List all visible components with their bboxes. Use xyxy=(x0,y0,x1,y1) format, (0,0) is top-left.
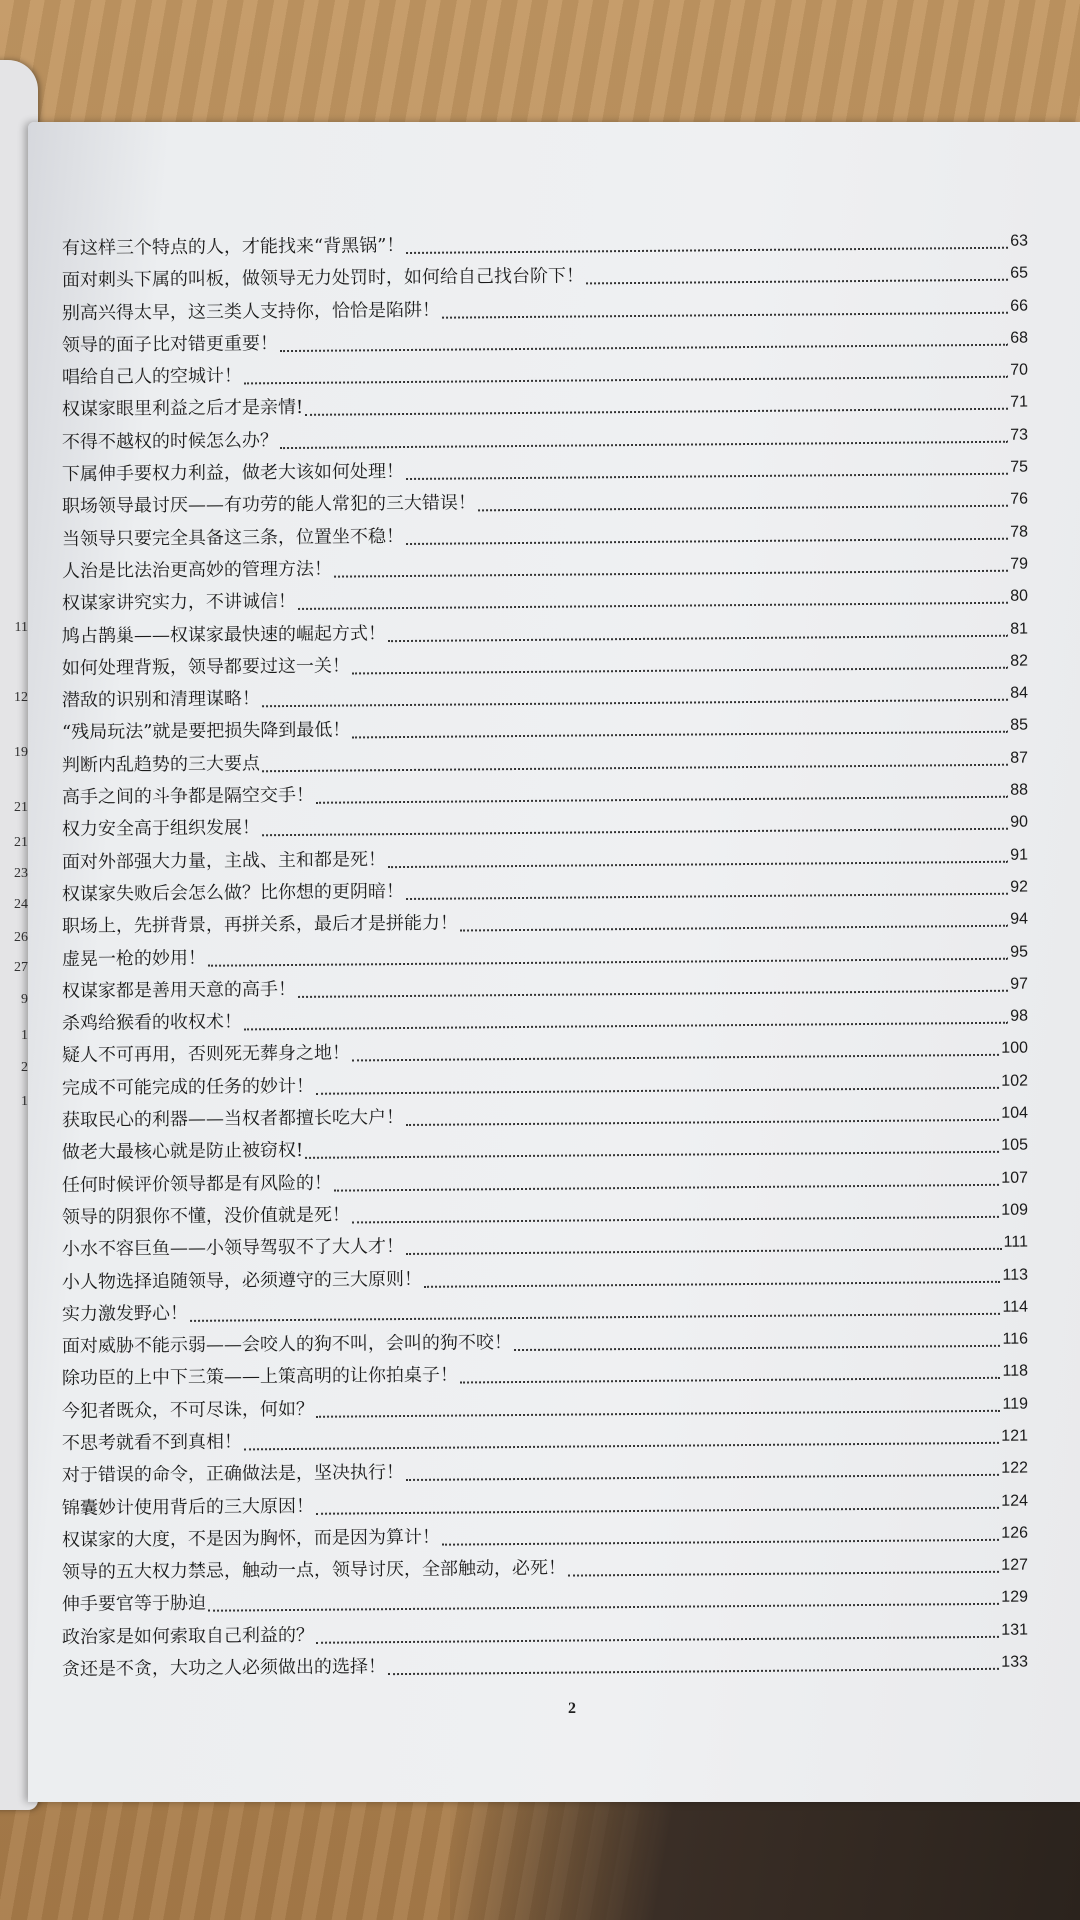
toc-entry-page: 81 xyxy=(1010,620,1029,638)
previous-page-number: 12 xyxy=(14,690,28,705)
toc-leader-dots xyxy=(305,1147,999,1159)
toc-entry-page: 91 xyxy=(1010,846,1029,864)
toc-leader-dots xyxy=(406,1115,999,1126)
toc-entry-title: “残局玩法”就是要把损失降到最低！ xyxy=(61,719,351,744)
previous-page-number: 26 xyxy=(14,930,28,945)
toc-entry-title: 获取民心的利器——当权者都擅长吃大户！ xyxy=(61,1107,405,1132)
toc-leader-dots xyxy=(388,857,1008,868)
toc-entry-page: 78 xyxy=(1010,523,1029,541)
toc-leader-dots xyxy=(406,534,1008,545)
toc-entry-title: 下属伸手要权力利益，做老大该如何处理！ xyxy=(61,461,405,486)
toc-entry-title: 面对外部强大力量，主战、主和都是死！ xyxy=(61,848,387,873)
toc-entry-page: 129 xyxy=(1001,1589,1029,1607)
toc-entry-title: 领导的五大权力禁忌，触动一点，领导讨厌，全部触动，必死！ xyxy=(61,1557,567,1584)
toc-entry-title: 人治是比法治更高妙的管理方法！ xyxy=(61,558,333,582)
toc-entry-page: 100 xyxy=(1001,1039,1029,1058)
previous-page-number: 9 xyxy=(21,992,28,1007)
toc-entry-page: 97 xyxy=(1010,975,1029,993)
previous-page-number: 11 xyxy=(14,620,28,635)
toc-entry-page: 119 xyxy=(1002,1395,1029,1413)
toc-leader-dots xyxy=(316,1083,999,1095)
toc-leader-dots xyxy=(406,469,1008,480)
toc-entry-title: 当领导只要完全具备这三条，位置坐不稳！ xyxy=(61,525,405,550)
toc-leader-dots xyxy=(305,405,1008,417)
toc-entry xyxy=(62,1647,1028,1688)
toc-entry-page: 87 xyxy=(1010,749,1029,767)
toc-entry-page: 107 xyxy=(1001,1169,1029,1187)
toc-entry-page: 111 xyxy=(1003,1233,1029,1251)
toc-leader-dots xyxy=(208,1600,999,1613)
previous-page-number: 1 xyxy=(21,1028,28,1043)
toc-entry-page: 127 xyxy=(1001,1556,1029,1574)
toc-entry-title: 唱给自己人的空城计！ xyxy=(61,365,243,389)
toc-leader-dots xyxy=(406,1244,1002,1255)
toc-leader-dots xyxy=(280,340,1008,352)
toc-entry-page: 122 xyxy=(1001,1459,1029,1478)
toc-entry-page: 131 xyxy=(1001,1621,1029,1639)
toc-entry-page: 76 xyxy=(1010,490,1029,509)
toc-entry-page: 95 xyxy=(1010,943,1029,961)
toc-leader-dots xyxy=(478,501,1008,512)
toc-entry-title: 权谋家讲究实力，不讲诚信！ xyxy=(61,591,297,615)
toc-leader-dots xyxy=(352,663,1008,675)
toc-entry-title: 杀鸡给猴看的收权术！ xyxy=(61,1011,243,1035)
toc-entry-title: 贪还是不贪，大功之人必须做出的选择！ xyxy=(61,1656,387,1681)
toc-leader-dots xyxy=(568,1567,999,1577)
toc-entry-title: 面对威胁不能示弱——会咬人的狗不叫，会叫的狗不咬！ xyxy=(61,1332,513,1358)
previous-page-number: 19 xyxy=(14,745,28,760)
toc-entry-title: 今犯者既众，不可尽诛，何如？ xyxy=(61,1398,315,1422)
toc-leader-dots xyxy=(190,1309,1001,1322)
toc-leader-dots xyxy=(352,1051,999,1063)
toc-entry-page: 116 xyxy=(1002,1330,1029,1348)
toc-leader-dots xyxy=(442,1535,999,1546)
toc-entry-title: 判断内乱趋势的三大要点 xyxy=(61,753,261,776)
toc-entry-page: 126 xyxy=(1001,1524,1029,1542)
toc-leader-dots xyxy=(388,1664,999,1675)
toc-leader-dots xyxy=(262,695,1008,708)
toc-leader-dots xyxy=(262,824,1008,837)
toc-entry-title: 权谋家都是善用天意的高手！ xyxy=(61,978,297,1002)
toc-entry-title: 潜敌的识别和清理谋略！ xyxy=(61,688,261,712)
toc-entry-page: 70 xyxy=(1010,361,1029,379)
toc-entry-title: 小人物选择追随领导，必须遵守的三大原则！ xyxy=(61,1268,423,1293)
toc-entry-page: 85 xyxy=(1010,717,1029,735)
toc-entry-page: 65 xyxy=(1010,264,1029,283)
toc-entry-title: 权力安全高于组织发展！ xyxy=(61,817,261,841)
toc-entry-title: 除功臣的上中下三策——上策高明的让你拍桌子！ xyxy=(61,1364,459,1390)
toc-leader-dots xyxy=(424,1277,1001,1288)
toc-leader-dots xyxy=(406,1470,999,1481)
toc-entry-page: 82 xyxy=(1010,652,1029,670)
toc-entry-title: 不思考就看不到真相！ xyxy=(61,1431,243,1454)
toc-entry-page: 109 xyxy=(1001,1201,1029,1219)
toc-entry-page: 90 xyxy=(1010,813,1029,832)
toc-entry-title: 伸手要官等于胁迫 xyxy=(61,1593,207,1616)
toc-entry-title: 完成不可能完成的任务的妙计！ xyxy=(61,1075,315,1099)
toc-leader-dots xyxy=(352,727,1008,739)
toc-leader-dots xyxy=(280,437,1008,449)
toc-entry-title: 任何时候评价领导都是有风险的！ xyxy=(61,1172,333,1196)
toc-entry-page: 88 xyxy=(1010,781,1029,799)
toc-entry-page: 75 xyxy=(1010,458,1029,476)
toc-entry-title: 虚晃一枪的妙用！ xyxy=(61,947,207,970)
toc-entry-title: 面对刺头下属的叫板，做领导无力处罚时，如何给自己找台阶下！ xyxy=(61,265,585,292)
toc-entry-page: 80 xyxy=(1010,587,1029,605)
toc-entry-title: 权谋家眼里利益之后才是亲情! xyxy=(61,397,304,421)
toc-leader-dots xyxy=(334,566,1008,578)
toc-entry-title: 领导的阴狠你不懂，没价值就是死！ xyxy=(61,1204,351,1228)
toc-leader-dots xyxy=(208,954,1008,967)
page-number: 2 xyxy=(568,1700,576,1717)
toc-entry-page: 104 xyxy=(1001,1104,1029,1122)
toc-entry-page: 73 xyxy=(1010,426,1029,444)
toc-leader-dots xyxy=(244,1018,1008,1031)
toc-leader-dots xyxy=(460,1373,1001,1384)
toc-entry-page: 105 xyxy=(1001,1136,1029,1155)
toc-entry-page: 113 xyxy=(1002,1266,1029,1284)
toc-entry-page: 118 xyxy=(1002,1362,1029,1381)
toc-leader-dots xyxy=(316,1503,999,1515)
previous-page-number: 1 xyxy=(21,1094,28,1109)
toc-entry-page: 102 xyxy=(1001,1072,1029,1090)
previous-page-number: 21 xyxy=(14,800,28,815)
toc-entry-page: 79 xyxy=(1010,555,1029,573)
toc-leader-dots xyxy=(244,1438,999,1451)
toc-leader-dots xyxy=(334,1180,999,1192)
toc-entry-title: 高手之间的斗争都是隔空交手！ xyxy=(61,784,315,809)
toc-entry-page: 92 xyxy=(1010,878,1029,896)
toc-leader-dots xyxy=(316,1406,1001,1418)
toc-entry-title: 小水不容巨鱼——小领导驾驭不了大人才！ xyxy=(61,1236,405,1261)
toc-entry-page: 133 xyxy=(1001,1653,1029,1671)
toc-entry-page: 66 xyxy=(1010,297,1029,315)
toc-leader-dots xyxy=(514,1341,1001,1351)
toc-entry-title: 别高兴得太早，这三类人支持你，恰恰是陷阱！ xyxy=(61,299,441,324)
toc-entry-title: 疑人不可再用，否则死无葬身之地！ xyxy=(61,1042,351,1067)
toc-leader-dots xyxy=(298,598,1008,610)
toc-leader-dots xyxy=(460,921,1008,932)
toc-entry-title: 做老大最核心就是防止被窃权! xyxy=(61,1140,304,1164)
toc-entry-title: 职场领导最讨厌——有功劳的能人常犯的三大错误！ xyxy=(61,492,477,518)
toc-leader-dots xyxy=(586,275,1008,285)
toc-entry-title: 锦囊妙计使用背后的三大原因！ xyxy=(61,1495,315,1519)
toc-entry-title: 领导的面子比对错更重要！ xyxy=(61,333,279,356)
toc-entry-page: 94 xyxy=(1010,910,1029,928)
toc-entry-title: 鸠占鹊巢——权谋家最快速的崛起方式！ xyxy=(61,622,387,647)
previous-page-number: 2 xyxy=(21,1060,28,1075)
table-of-contents xyxy=(62,234,1028,1687)
toc-entry-title: 实力激发野心！ xyxy=(61,1302,189,1325)
toc-leader-dots xyxy=(406,243,1008,254)
previous-page-number: 21 xyxy=(14,835,28,850)
toc-entry-title: 权谋家失败后会怎么做？比你想的更阴暗！ xyxy=(61,880,405,905)
toc-entry-page: 114 xyxy=(1002,1298,1029,1316)
toc-leader-dots xyxy=(352,1212,999,1224)
toc-entry-page: 71 xyxy=(1010,394,1029,412)
toc-entry-title: 职场上，先拼背景，再拼关系，最后才是拼能力！ xyxy=(61,912,459,938)
toc-entry-title: 对于错误的命令，正确做法是，坚决执行！ xyxy=(61,1462,405,1487)
toc-leader-dots xyxy=(262,760,1008,773)
toc-leader-dots xyxy=(244,372,1008,385)
toc-leader-dots xyxy=(316,1632,999,1644)
previous-page-number: 23 xyxy=(14,866,28,881)
toc-entry-page: 63 xyxy=(1010,232,1029,250)
previous-page-number: 27 xyxy=(14,960,28,975)
toc-entry-title: 如何处理背叛，领导都要过这一关！ xyxy=(61,655,351,679)
toc-entry-title: 政治家是如何索取自己利益的？ xyxy=(61,1624,315,1648)
toc-leader-dots xyxy=(316,792,1008,804)
toc-entry-title: 权谋家的大度，不是因为胸怀，而是因为算计！ xyxy=(61,1526,441,1551)
toc-entry-page: 84 xyxy=(1010,684,1029,702)
toc-leader-dots xyxy=(442,308,1008,319)
toc-leader-dots xyxy=(406,889,1008,900)
toc-entry-title: 不得不越权的时候怎么办？ xyxy=(61,429,279,453)
toc-entry-page: 124 xyxy=(1001,1492,1029,1510)
toc-entry-page: 68 xyxy=(1010,329,1029,347)
toc-leader-dots xyxy=(298,986,1008,998)
toc-leader-dots xyxy=(388,631,1008,642)
toc-entry-page: 121 xyxy=(1001,1427,1029,1445)
toc-entry-title: 有这样三个特点的人，才能找来“背黑锅”！ xyxy=(61,235,405,259)
previous-page-number: 24 xyxy=(14,897,28,912)
toc-entry-page: 98 xyxy=(1010,1007,1029,1025)
